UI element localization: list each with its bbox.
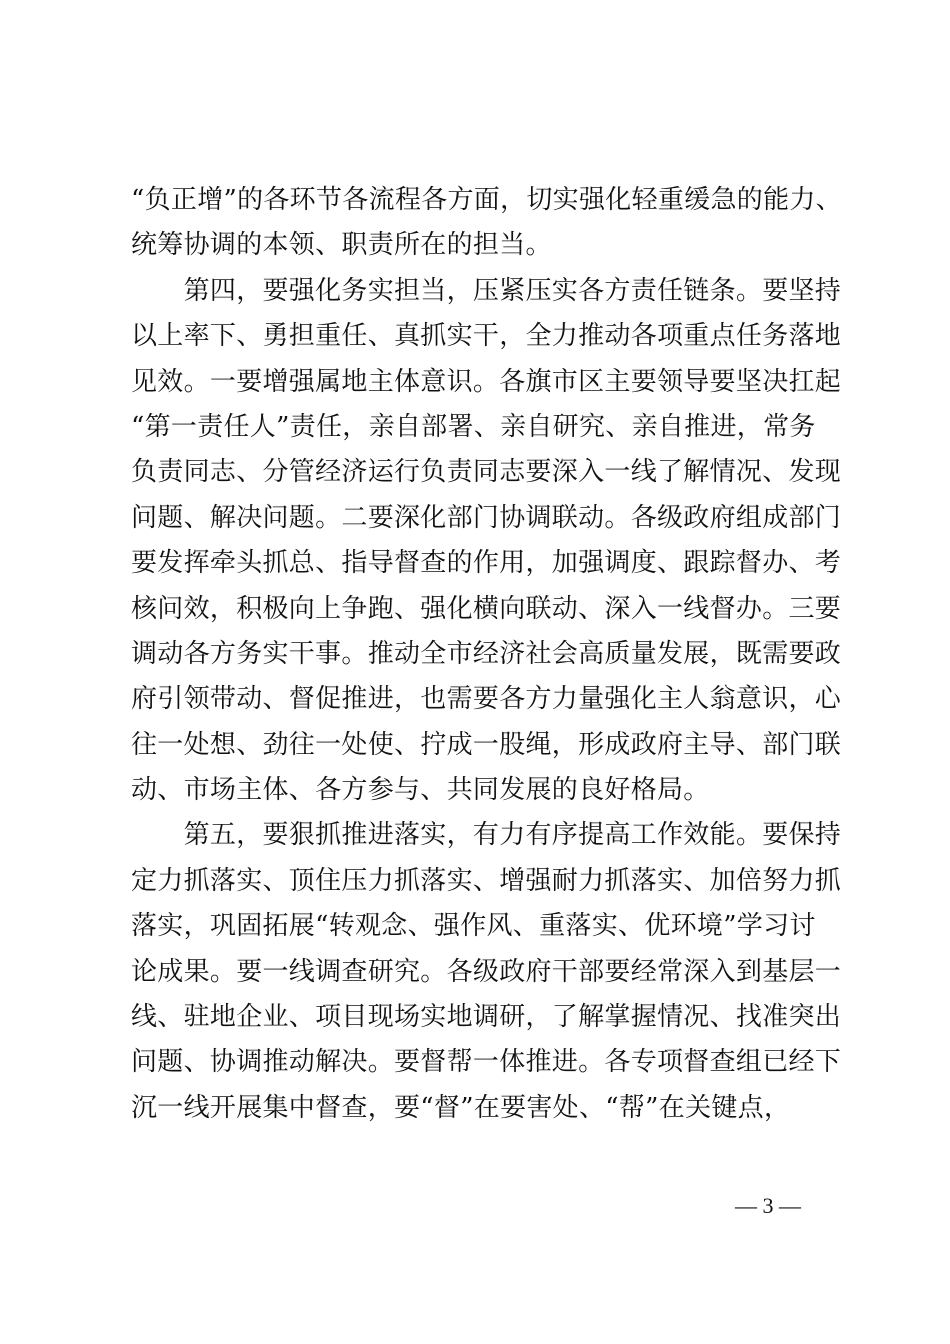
text-line: 要发挥牵头抓总、指导督查的作用，加强调度、跟踪督办、考 xyxy=(131,548,842,579)
text-line: 统筹协调的本领、职责所在的担当。 xyxy=(131,230,552,261)
text-line: “负正增”的各环节各流程各方面，切实强化轻重缓急的能力、 xyxy=(131,185,842,215)
text-line: 线、驻地企业、项目现场实地调研，了解掌握情况、找准突出 xyxy=(131,1002,842,1033)
text-line: 见效。一要增强属地主体意识。各旗市区主要领导要坚决扛起 xyxy=(131,366,842,397)
page-number: — 3 — xyxy=(735,1193,801,1218)
text-line: 动、市场主体、各方参与、共同发展的良好格局。 xyxy=(131,775,710,806)
text-line: 往一处想、劲往一处使、拧成一股绳，形成政府主导、部门联 xyxy=(131,729,842,760)
text-line: 核问效，积极向上争跑、强化横向联动、深入一线督办。三要 xyxy=(131,593,842,624)
text-line: 负责同志、分管经济运行负责同志要深入一线了解情况、发现 xyxy=(131,457,842,488)
text-line: 论成果。要一线调查研究。各级政府干部要经常深入到基层一 xyxy=(131,956,842,987)
text-line: 定力抓落实、顶住压力抓落实、增强耐力抓落实、加倍努力抓 xyxy=(131,865,842,896)
body-text xyxy=(131,178,842,1131)
text-line: “第一责任人”责任，亲自部署、亲自研究、亲自推进，常务 xyxy=(131,411,816,442)
text-line: 第四，要强化务实担当，压紧压实各方责任链条。要坚持 xyxy=(131,275,842,306)
text-line: 第五，要狠抓推进落实，有力有序提高工作效能。要保持 xyxy=(131,820,842,851)
text-line: 调动各方务实干事。推动全市经济社会高质量发展，既需要政 xyxy=(131,638,842,669)
text-line: 沉一线开展集中督查，要“督”在要害处、“帮”在关键点， xyxy=(131,1092,791,1123)
text-line: 问题、协调推动解决。要督帮一体推进。各专项督查组已经下 xyxy=(131,1047,842,1078)
text-line: 以上率下、勇担重任、真抓实干，全力推动各项重点任务落地 xyxy=(131,321,842,352)
text-line: 府引领带动、督促推进，也需要各方力量强化主人翁意识，心 xyxy=(131,684,842,715)
text-line: 问题、解决问题。二要深化部门协调联动。各级政府组成部门 xyxy=(131,502,842,533)
text-line: 落实，巩固拓展“转观念、强作风、重落实、优环境”学习讨 xyxy=(131,911,816,942)
